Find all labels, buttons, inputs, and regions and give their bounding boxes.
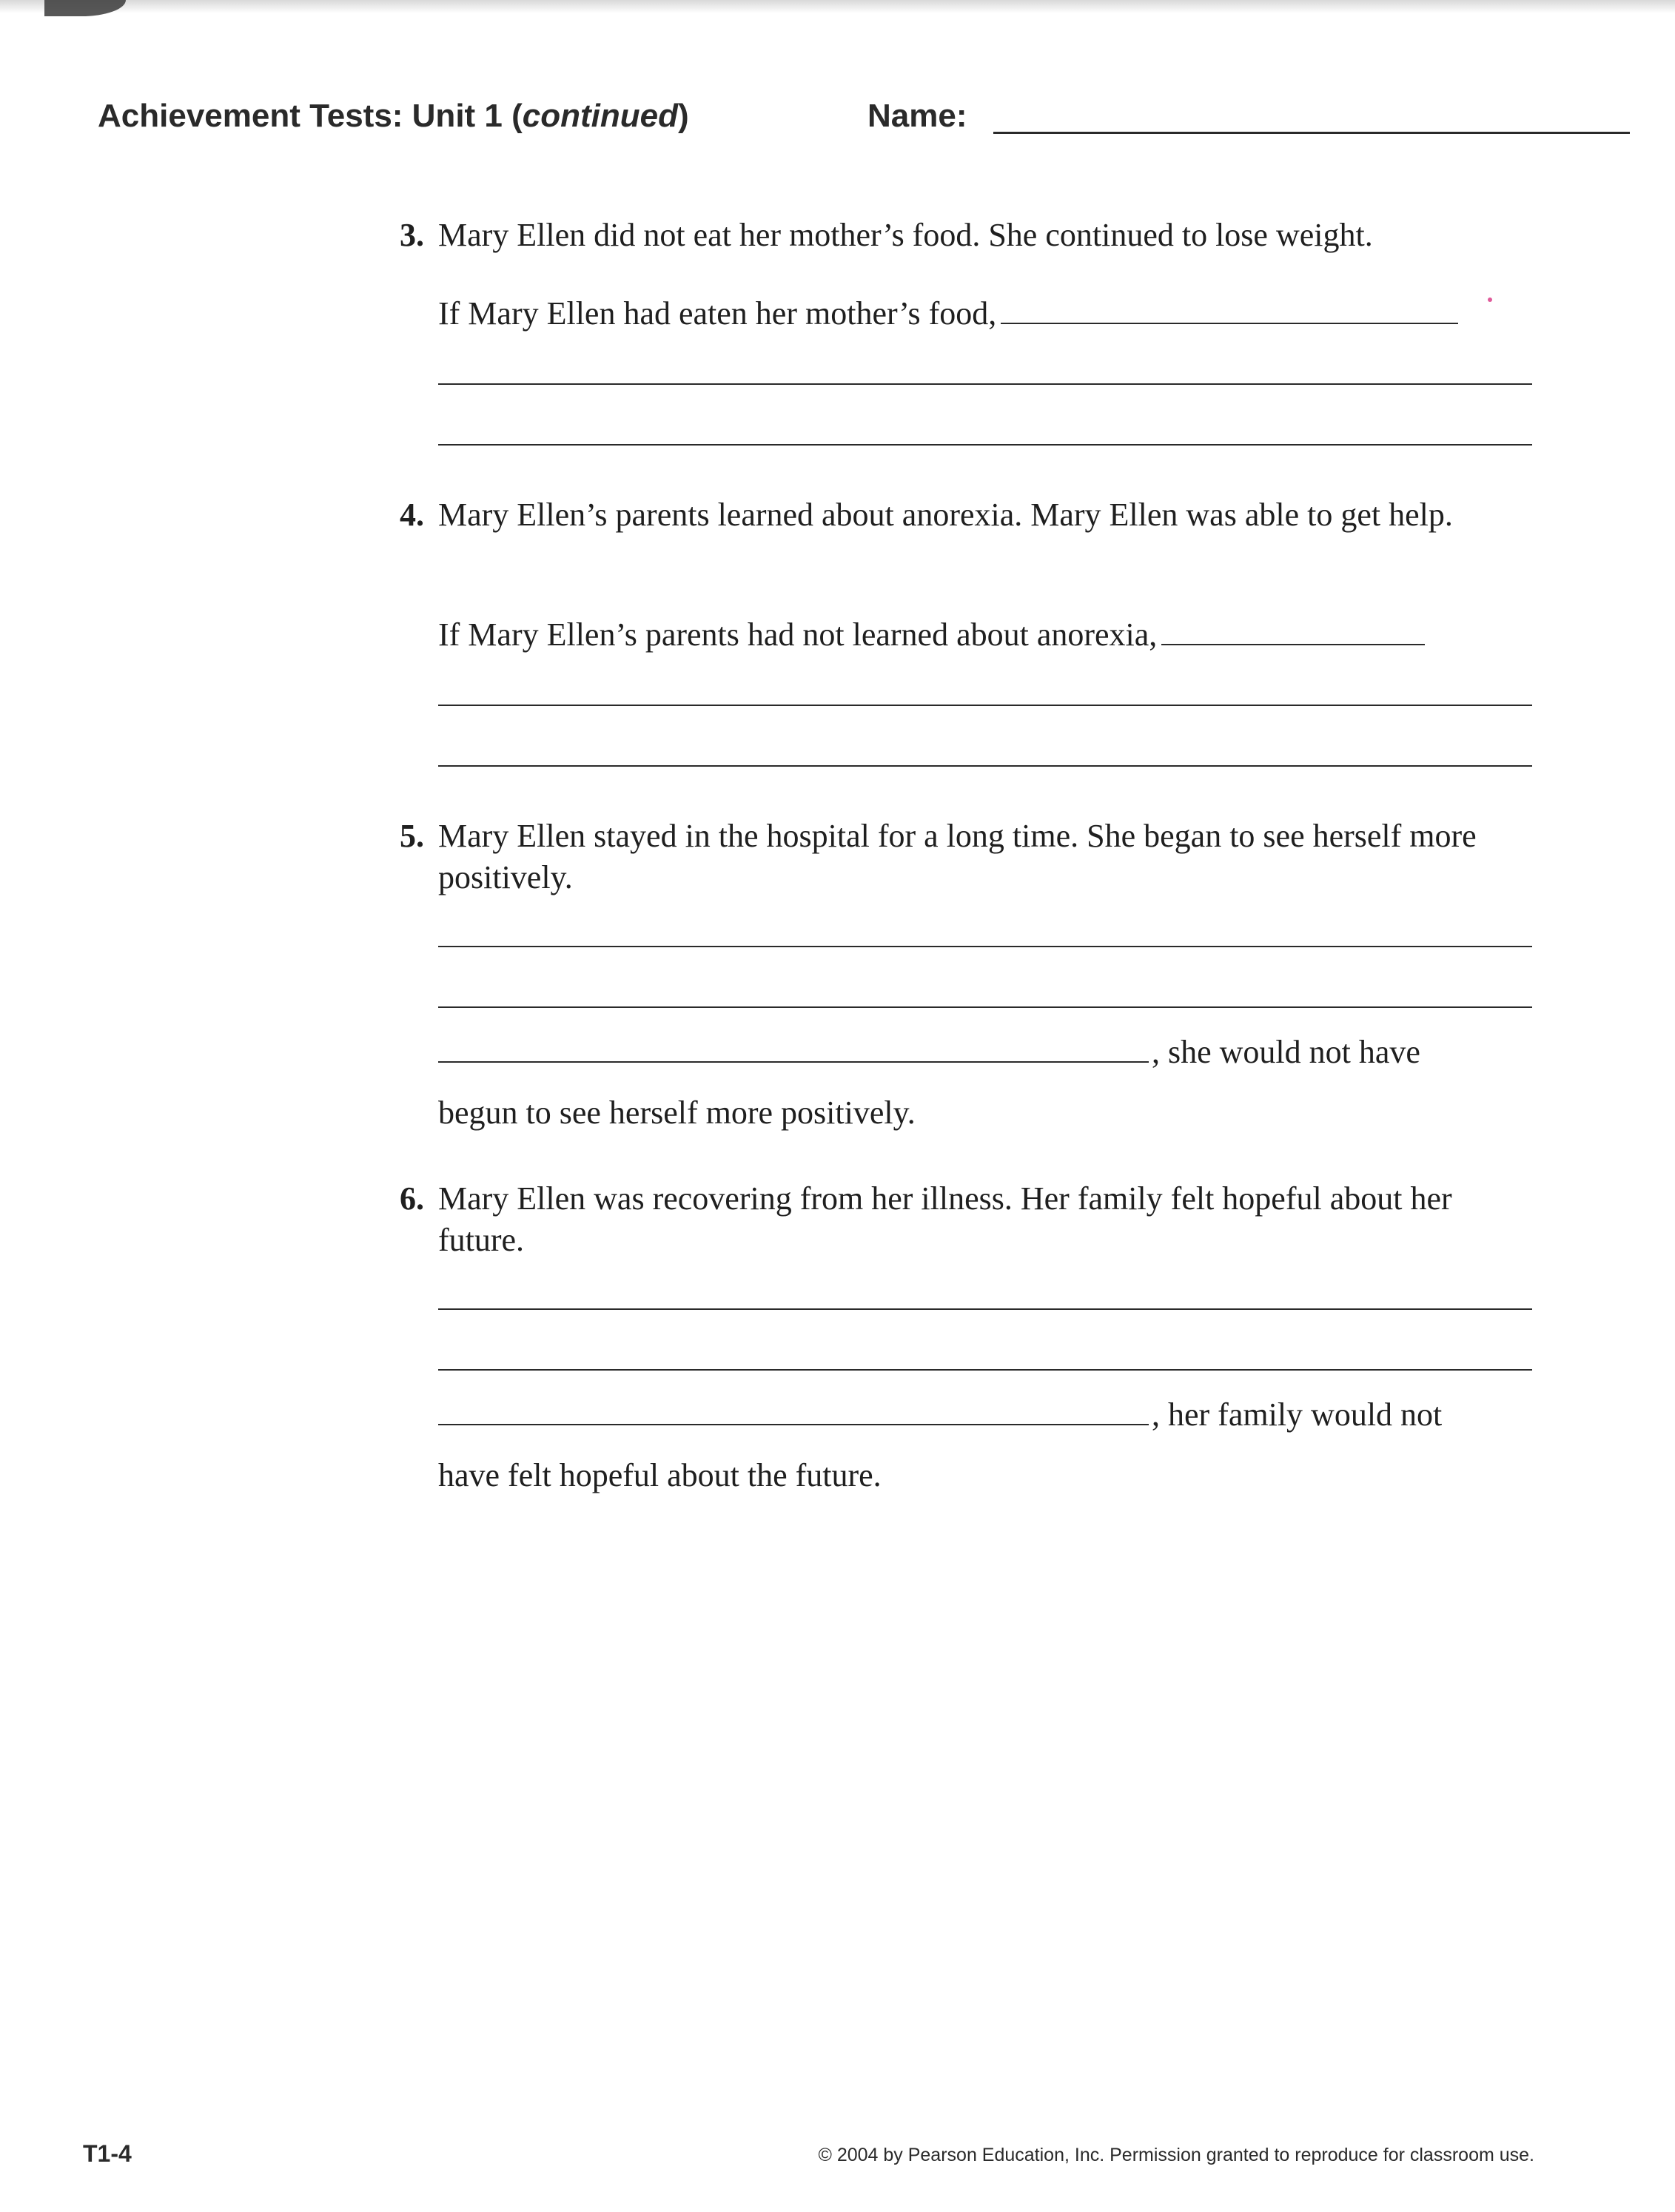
scan-edge bbox=[0, 0, 1675, 13]
prompt-line bbox=[438, 293, 1458, 335]
question-number: 6. bbox=[400, 1180, 424, 1217]
answer-blank[interactable] bbox=[438, 1060, 1149, 1063]
question-4 bbox=[400, 494, 1532, 776]
completion-text: , her family would not bbox=[1152, 1396, 1443, 1433]
answer-line[interactable] bbox=[438, 765, 1532, 767]
completion-line bbox=[438, 1032, 1420, 1073]
answer-line[interactable] bbox=[438, 1006, 1532, 1008]
prompt-text: If Mary Ellen had eaten her mother’s food, bbox=[438, 295, 997, 332]
name-label: Name: bbox=[867, 98, 967, 134]
question-statement: Mary Ellen stayed in the hospital for a long time. She began to see herself more positively. bbox=[438, 818, 1477, 895]
answer-line[interactable] bbox=[438, 705, 1532, 706]
page-code: T1-4 bbox=[83, 2140, 132, 2167]
title-italic: continued bbox=[522, 98, 678, 134]
answer-blank[interactable] bbox=[438, 1423, 1149, 1425]
answer-line[interactable] bbox=[438, 383, 1532, 385]
continuation-text: begun to see herself more positively. bbox=[438, 1095, 916, 1131]
question-5 bbox=[400, 816, 1532, 1141]
prompt-line bbox=[438, 614, 1425, 656]
worksheet-header bbox=[98, 98, 1534, 149]
answer-blank[interactable] bbox=[1001, 322, 1458, 324]
question-text bbox=[400, 816, 1532, 898]
name-field[interactable] bbox=[993, 132, 1630, 134]
answer-blank[interactable] bbox=[1161, 643, 1425, 645]
continuation-line bbox=[438, 1092, 916, 1134]
scan-shadow bbox=[44, 0, 126, 16]
page-title bbox=[98, 98, 689, 135]
ink-speck bbox=[1488, 297, 1492, 302]
question-statement: Mary Ellen did not eat her mother’s food. She continued to lose weight. bbox=[438, 217, 1373, 253]
copyright-notice: © 2004 by Pearson Education, Inc. Permission granted to reproduce for classroom use. bbox=[818, 2145, 1534, 2165]
question-number: 3. bbox=[400, 217, 424, 253]
question-text bbox=[400, 1178, 1532, 1261]
title-text: Achievement Tests: Unit 1 ( bbox=[98, 98, 523, 134]
answer-line[interactable] bbox=[438, 1308, 1532, 1310]
question-6 bbox=[400, 1178, 1532, 1504]
continuation-line bbox=[438, 1455, 882, 1496]
question-text bbox=[400, 494, 1532, 536]
question-3 bbox=[400, 215, 1532, 451]
prompt-text: If Mary Ellen’s parents had not learned about anorexia, bbox=[438, 616, 1158, 653]
answer-line[interactable] bbox=[438, 444, 1532, 446]
question-statement: Mary Ellen’s parents learned about anorexia. Mary Ellen was able to get help. bbox=[438, 497, 1453, 533]
question-statement: Mary Ellen was recovering from her illness. Her family felt hopeful about her future. bbox=[438, 1180, 1452, 1258]
completion-line bbox=[438, 1394, 1442, 1436]
question-text bbox=[400, 215, 1532, 256]
completion-text: , she would not have bbox=[1152, 1034, 1420, 1070]
question-number: 4. bbox=[400, 497, 424, 533]
title-close: ) bbox=[677, 98, 689, 134]
continuation-text: have felt hopeful about the future. bbox=[438, 1457, 882, 1493]
question-number: 5. bbox=[400, 818, 424, 854]
answer-line[interactable] bbox=[438, 1369, 1532, 1371]
answer-line[interactable] bbox=[438, 946, 1532, 947]
